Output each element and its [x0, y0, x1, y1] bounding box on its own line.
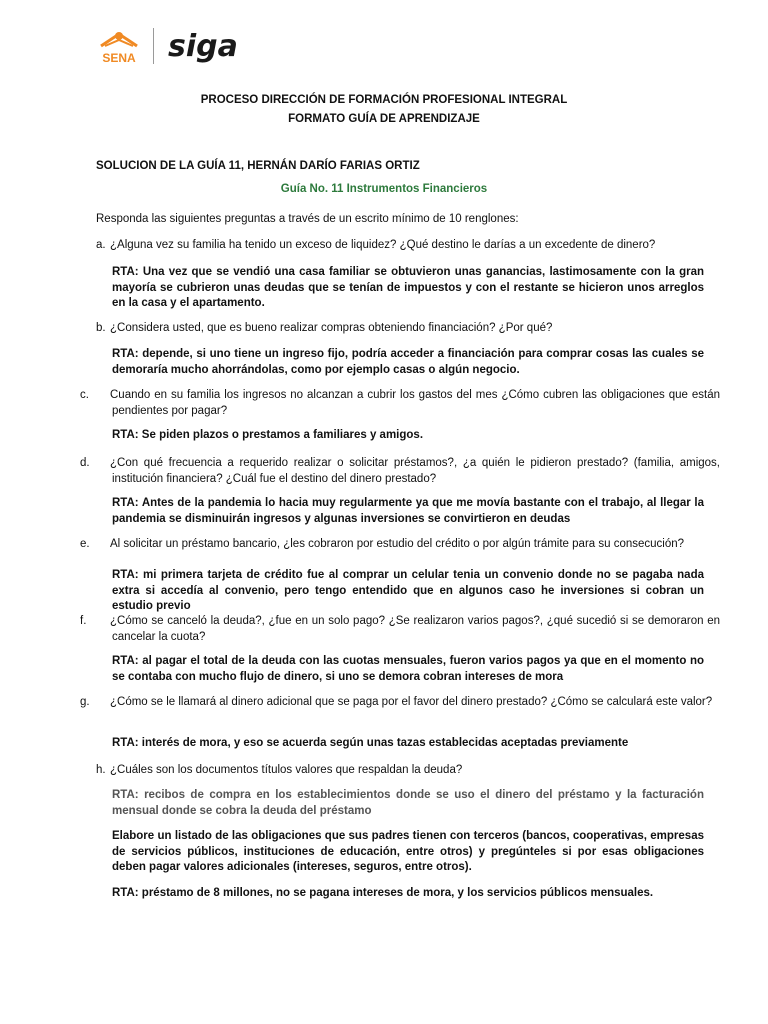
question-text: Cuando en su familia los ingresos no alcanzan a cubrir los gastos del mes ¿Cómo cubren las obligaciones que están pendientes por pagar?: [110, 389, 720, 417]
question-b: [96, 321, 704, 337]
question-marker: h.: [96, 764, 106, 776]
answer-c: RTA: Se piden plazos o prestamos a familiares y amigos.: [112, 429, 424, 441]
header-line-2: FORMATO GUÍA DE APRENDIZAJE: [288, 113, 480, 125]
question-marker: f.: [80, 615, 87, 627]
final-answer: RTA: préstamo de 8 millones, no se pagana intereses de mora, y los servicios públicos mensuales.: [112, 887, 654, 899]
question-h: [96, 763, 704, 779]
question-text: Al solicitar un préstamo bancario, ¿les cobraron por estudio del crédito o por algún trámite para su consecución?: [110, 538, 685, 550]
answer-e: RTA: mi primera tarjeta de crédito fue al comprar un celular tenia un convenio donde no se pagaba nada extra si accedía al convenio, pero tengo entendido que en algunos caso he inversiones si cobran un estudio previo: [112, 569, 704, 612]
logo-divider: [153, 28, 154, 64]
question-text: ¿Alguna vez su familia ha tenido un exceso de liquidez? ¿Qué destino le darías a un excedente de dinero?: [110, 239, 656, 251]
question-marker: g.: [80, 696, 90, 708]
question-text: ¿Cuáles son los documentos títulos valores que respaldan la deuda?: [110, 764, 463, 776]
question-text: ¿Cómo se canceló la deuda?, ¿fue en un solo pago? ¿Se realizaron varios pagos?, ¿qué sucedió si se demoraron en cancelar la cuota?: [110, 615, 720, 643]
siga-logo-text: siga: [168, 29, 238, 64]
answer-a: RTA: Una vez que se vendió una casa familiar se obtuvieron unas ganancias, lastimosamente con la gran mayoría se cubrieron unas deudas que se tenían de impuestos y con el restante se hicieron unos arreglos en la casa y el apartamento.: [112, 266, 704, 309]
question-text: ¿Considera usted, que es bueno realizar compras obteniendo financiación? ¿Por qué?: [110, 322, 553, 334]
question-marker: b.: [96, 322, 106, 334]
answer-b: RTA: depende, si uno tiene un ingreso fijo, podría acceder a financiación para comprar cosas las cuales se demoraría mucho ahorrándolas, como por ejemplo casas o algún negocio.: [112, 348, 704, 376]
question-c: [80, 388, 720, 419]
siga-logo: [166, 26, 246, 66]
question-f: [80, 614, 720, 645]
sena-logo: [95, 26, 143, 66]
question-marker: e.: [80, 538, 90, 550]
header-line-1: PROCESO DIRECCIÓN DE FORMACIÓN PROFESIONAL INTEGRAL: [200, 94, 568, 106]
question-marker: a.: [96, 239, 106, 251]
question-marker: d.: [80, 457, 90, 469]
solution-heading: SOLUCION DE LA GUÍA 11, HERNÁN DARÍO FARIAS ORTIZ: [96, 160, 420, 172]
question-d: [80, 456, 720, 487]
question-text: ¿Cómo se le llamará al dinero adicional que se paga por el favor del dinero prestado? ¿Cómo se calculará este valor?: [110, 696, 713, 708]
answer-g: RTA: interés de mora, y eso se acuerda según unas tazas establecidas aceptadas previamente: [112, 737, 629, 749]
question-a: [96, 238, 704, 254]
sena-logo-text: SENA: [102, 51, 136, 65]
question-g: [80, 695, 720, 711]
question-e: [80, 537, 720, 553]
header-logos: [95, 26, 246, 66]
question-text: ¿Con qué frecuencia a requerido realizar o solicitar préstamos?, ¿a quién le pidieron prestado? (familia, amigos, institución financiera? ¿Cuál fue el destino del dinero prestado?: [110, 457, 720, 485]
question-marker: c.: [80, 389, 89, 401]
final-instruction: Elabore un listado de las obligaciones que sus padres tienen con terceros (bancos, cooperativas, empresas de servicios públicos, instituciones de educación, entre otros) y pregúnteles si por esas obligaciones deben pagar valores adicionales (intereses, seguros, entre otros).: [112, 830, 704, 873]
answer-d: RTA: Antes de la pandemia lo hacia muy regularmente ya que me movía bastante con el trabajo, al llegar la pandemia se disminuirán ingresos y algunas inversiones se convirtieron en deudas: [112, 497, 704, 525]
answer-f: RTA: al pagar el total de la deuda con las cuotas mensuales, fueron varios pagos ya que en el momento no se contaba con mucho flujo de dinero, si uno se demora cobran intereses de mora: [112, 655, 704, 683]
answer-h: RTA: recibos de compra en los establecimientos donde se uso el dinero del préstamo y la facturación mensual donde se cobra la deuda del préstamo: [112, 789, 704, 817]
guide-title: Guía No. 11 Instrumentos Financieros: [280, 183, 488, 195]
instruction: Responda las siguientes preguntas a través de un escrito mínimo de 10 renglones:: [96, 213, 519, 225]
